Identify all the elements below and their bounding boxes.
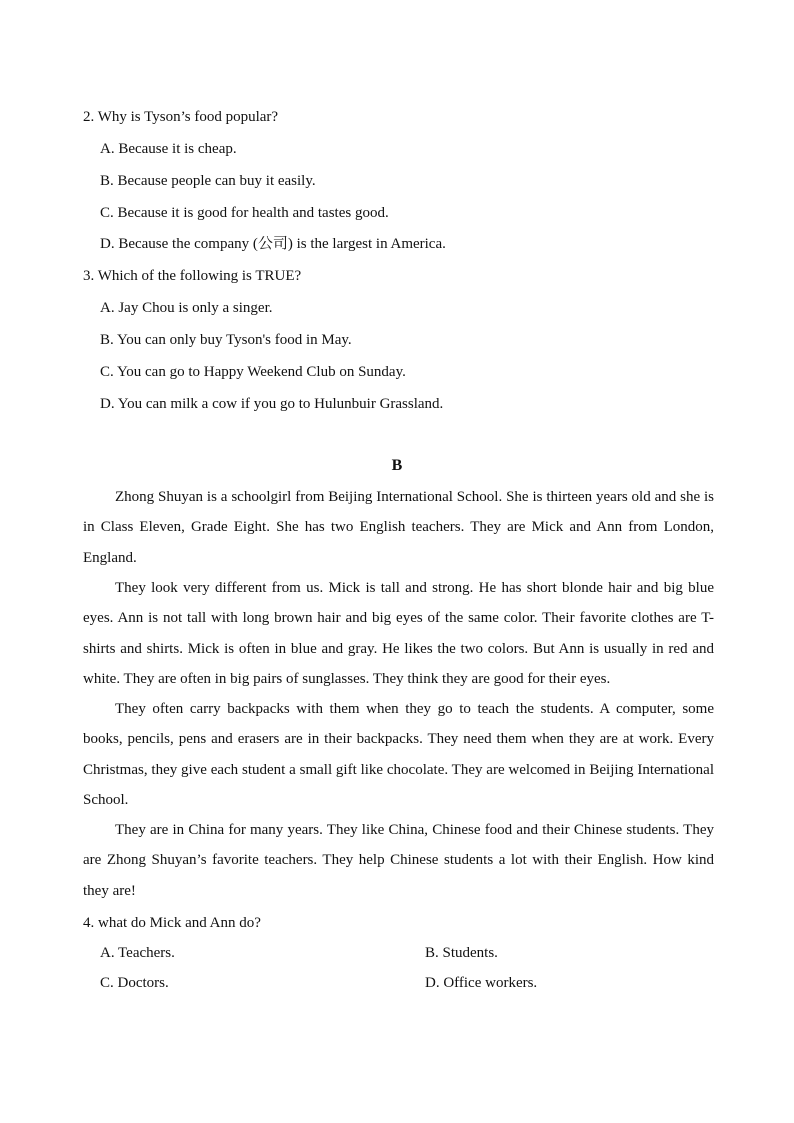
question-4-option-d: D. Office workers. bbox=[425, 975, 538, 991]
question-3-option-a: A. Jay Chou is only a singer. bbox=[100, 300, 273, 316]
section-b-heading: B bbox=[391, 457, 403, 474]
passage-paragraph-1: Zhong Shuyan is a schoolgirl from Beijing International School. She is thirteen years old and she is in Class Eleven, Grade Eight. She has two English teachers. They are Mick and Ann from London, England. bbox=[83, 489, 714, 566]
question-4-stem: 4. what do Mick and Ann do? bbox=[83, 915, 261, 931]
question-2-option-b: B. Because people can buy it easily. bbox=[100, 173, 316, 189]
question-4-option-b: B. Students. bbox=[425, 945, 498, 961]
question-3-option-c: C. You can go to Happy Weekend Club on Sunday. bbox=[100, 364, 406, 380]
question-4-option-a: A. Teachers. bbox=[100, 945, 175, 961]
question-2-stem: 2. Why is Tyson’s food popular? bbox=[83, 109, 279, 125]
question-3-option-b: B. You can only buy Tyson's food in May. bbox=[100, 332, 352, 348]
passage-paragraph-3: They often carry backpacks with them when they go to teach the students. A computer, some books, pencils, pens and erasers are in their backpacks. They need them when they are at work. Every Christmas, they give each student a small gift like chocolate. They are welcomed in Beijing International School. bbox=[83, 701, 714, 808]
question-3-stem: 3. Which of the following is TRUE? bbox=[83, 268, 302, 284]
question-2-option-c: C. Because it is good for health and tastes good. bbox=[100, 205, 389, 221]
question-3-option-d: D. You can milk a cow if you go to Hulunbuir Grassland. bbox=[100, 396, 444, 412]
question-4-option-c: C. Doctors. bbox=[100, 975, 169, 991]
passage-paragraph-2: They look very different from us. Mick is tall and strong. He has short blonde hair and big blue eyes. Ann is not tall with long brown hair and big eyes of the same color. Their favorite clothes are T-shirts and shirts. Mick is often in blue and gray. He likes the two colors. But Ann is usually in red and white. They are often in big pairs of sunglasses. They think they are good for their eyes. bbox=[83, 580, 714, 687]
question-2-option-a: A. Because it is cheap. bbox=[100, 141, 237, 157]
question-2-option-d: D. Because the company (公司) is the largest in America. bbox=[100, 236, 446, 252]
passage-paragraph-4: They are in China for many years. They like China, Chinese food and their Chinese students. They are Zhong Shuyan’s favorite teachers. They help Chinese students a lot with their English. How kind they are! bbox=[83, 822, 714, 899]
